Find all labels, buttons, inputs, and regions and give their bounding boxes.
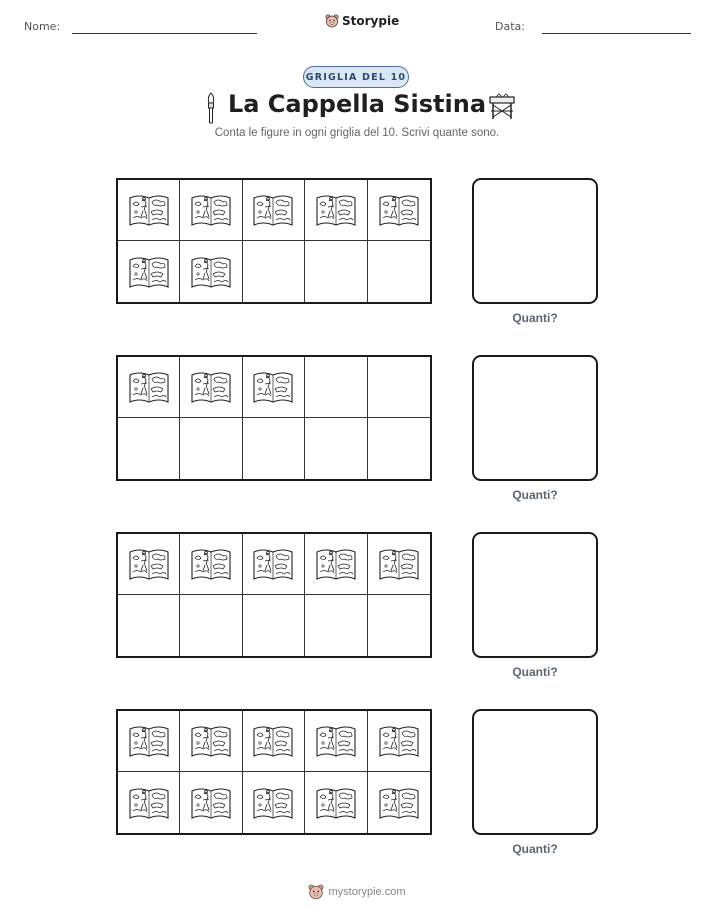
brand-name: Storypie (342, 14, 400, 28)
answer-label: Quanti? (512, 488, 558, 502)
scaffold-icon (488, 93, 516, 121)
ten-frame-cell (368, 357, 430, 418)
fresco-icon (251, 368, 295, 406)
fresco-icon (314, 722, 358, 760)
ten-frame-cell (118, 180, 180, 241)
fresco-icon (189, 191, 233, 229)
date-line[interactable] (542, 33, 691, 34)
ten-frame-cell (180, 595, 242, 656)
ten-frame-cell (305, 711, 367, 772)
answer-box[interactable] (472, 709, 598, 835)
ten-frame-cell (368, 418, 430, 479)
fresco-icon (127, 368, 171, 406)
ten-frame-cell (118, 357, 180, 418)
fresco-icon (189, 722, 233, 760)
fresco-icon (251, 784, 295, 822)
ten-frame-cell (243, 534, 305, 595)
answer-label: Quanti? (512, 311, 558, 325)
ten-frame-cell (368, 534, 430, 595)
fresco-icon (377, 722, 421, 760)
fresco-icon (314, 191, 358, 229)
ten-frame (116, 178, 432, 304)
fresco-icon (127, 784, 171, 822)
fresco-icon (377, 784, 421, 822)
ten-frame-cell (180, 180, 242, 241)
page-title: La Cappella Sistina (227, 90, 487, 118)
ten-frame-cell (305, 357, 367, 418)
answer-box[interactable] (472, 178, 598, 304)
fresco-icon (189, 784, 233, 822)
ten-frame-cell (243, 711, 305, 772)
fresco-icon (127, 253, 171, 291)
answer-box[interactable] (472, 355, 598, 481)
ten-frame (116, 355, 432, 481)
topic-badge: GRIGLIA DEL 10 (303, 66, 409, 88)
ten-frame-cell (118, 534, 180, 595)
ten-frame-cell (118, 241, 180, 302)
ten-frame-cell (118, 595, 180, 656)
ten-frame-cell (368, 595, 430, 656)
answer-label: Quanti? (512, 842, 558, 856)
ten-frame-cell (118, 772, 180, 833)
brand-logo (325, 14, 399, 28)
ten-frame-cell (305, 241, 367, 302)
instructions: Conta le figure in ogni griglia del 10. Scrivi quante sono. (214, 127, 500, 139)
ten-frame-cell (180, 772, 242, 833)
fresco-icon (189, 368, 233, 406)
ten-frame-cell (180, 418, 242, 479)
fresco-icon (314, 545, 358, 583)
footer (0, 884, 714, 900)
ten-frame (116, 709, 432, 835)
fresco-icon (189, 545, 233, 583)
fresco-icon (127, 545, 171, 583)
ten-frame-cell (243, 772, 305, 833)
ten-frame-cell (305, 595, 367, 656)
fresco-icon (127, 722, 171, 760)
ten-frame-cell (118, 711, 180, 772)
ten-frame-cell (305, 180, 367, 241)
ten-frame-cell (243, 180, 305, 241)
bear-logo-icon (308, 884, 324, 900)
fresco-icon (127, 191, 171, 229)
footer-url: mystorypie.com (328, 886, 406, 898)
bear-logo-icon (325, 14, 339, 28)
fresco-icon (251, 722, 295, 760)
answer-label: Quanti? (512, 665, 558, 679)
ten-frame-cell (368, 180, 430, 241)
fresco-icon (189, 253, 233, 291)
ten-frame (116, 532, 432, 658)
ten-frame-cell (180, 711, 242, 772)
fresco-icon (251, 191, 295, 229)
answer-box[interactable] (472, 532, 598, 658)
fresco-icon (377, 191, 421, 229)
name-label: Nome: (24, 20, 61, 33)
ten-frame-cell (368, 711, 430, 772)
ten-frame-cell (180, 534, 242, 595)
ten-frame-cell (180, 241, 242, 302)
ten-frame-cell (305, 418, 367, 479)
ten-frame-cell (368, 772, 430, 833)
ten-frame-cell (118, 418, 180, 479)
ten-frame-cell (305, 534, 367, 595)
date-label: Data: (495, 20, 525, 33)
ten-frame-cell (368, 241, 430, 302)
fresco-icon (314, 784, 358, 822)
fresco-icon (377, 545, 421, 583)
ten-frame-cell (243, 418, 305, 479)
ten-frame-cell (243, 595, 305, 656)
ten-frame-cell (180, 357, 242, 418)
fresco-icon (251, 545, 295, 583)
ten-frame-cell (243, 241, 305, 302)
ten-frame-cell (305, 772, 367, 833)
name-line[interactable] (72, 33, 257, 34)
ten-frame-cell (243, 357, 305, 418)
